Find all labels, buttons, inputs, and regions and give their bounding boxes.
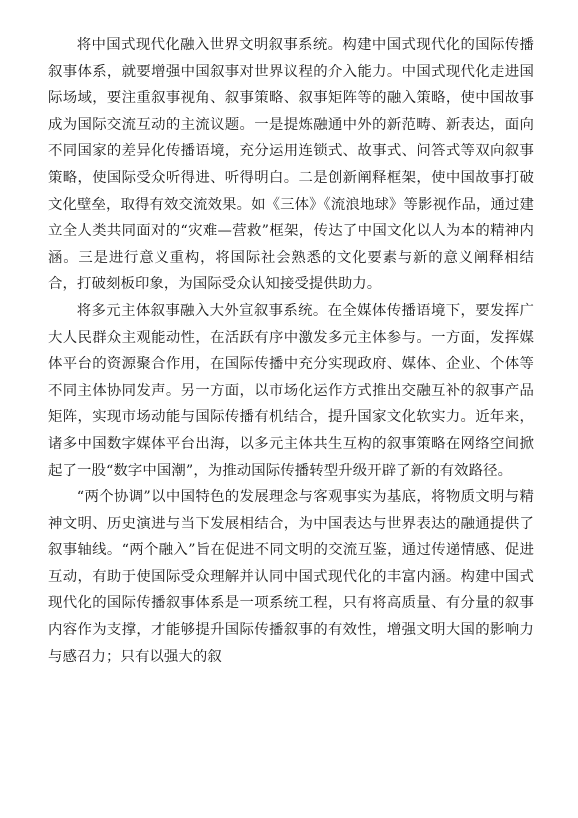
paragraph-3: “两个协调”以中国特色的发展理念与客观事实为基底，将物质文明与精神文明、历史演进与当下发展相结合，为中国表达与世界表达的融通提供了叙事轴线。“两个融入”旨在促进不同文明的交流互鉴，通过传递情感、促进互动，有助于使国际受众理解并认同中国式现代化的丰富内涵。构建中国式现代化的国际传播叙事体系是一项系统工程，只有将高质量、有分量的叙事内容作为支撑，才能够提升国际传播叙事的有效性，增强文明大国的影响力与感召力；只有以强大的叙 (48, 489, 534, 665)
paragraph-2: 将多元主体叙事融入大外宣叙事系统。在全媒体传播语境下，要发挥广大人民群众主观能动性，在活跃有序中激发多元主体参与。一方面，发挥媒体平台的资源聚合作用，在国际传播中充分实现政府、媒体、企业、个体等不同主体协同发声。另一方面，以市场化运作方式推出交融互补的叙事产品矩阵，实现市场动能与国际传播有机结合，提升国家文化软实力。近年来，诸多中国数字媒体平台出海，以多元主体共生互构的叙事策略在网络空间掀起了一股“数字中国潮”，为推动国际传播转型升级开辟了新的有效路径。 (48, 302, 534, 479)
paragraph-1: 将中国式现代化融入世界文明叙事系统。构建中国式现代化的国际传播叙事体系，就要增强中国叙事对世界议程的介入能力。中国式现代化走进国际场域，要注重叙事视角、叙事策略、叙事矩阵等的融入策略，使中国故事成为国际交流互动的主流议题。一是提炼融通中外的新范畴、新表达，面向不同国家的差异化传播语境，充分运用连锁式、故事式、问答式等双向叙事策略，使国际受众听得进、听得明白。二是创新阐释框架，使中国故事打破文化壁垒，取得有效交流效果。如《三体》《流浪地球》等影视作品，通过建立全人类共同面对的“灾难—营救”框架，传达了中国文化以人为本的精神内涵。三是进行意义重构，将国际社会熟悉的文化要素与新的意义阐释相结合，打破刻板印象，为国际受众认知接受提供助力。 (48, 37, 534, 293)
